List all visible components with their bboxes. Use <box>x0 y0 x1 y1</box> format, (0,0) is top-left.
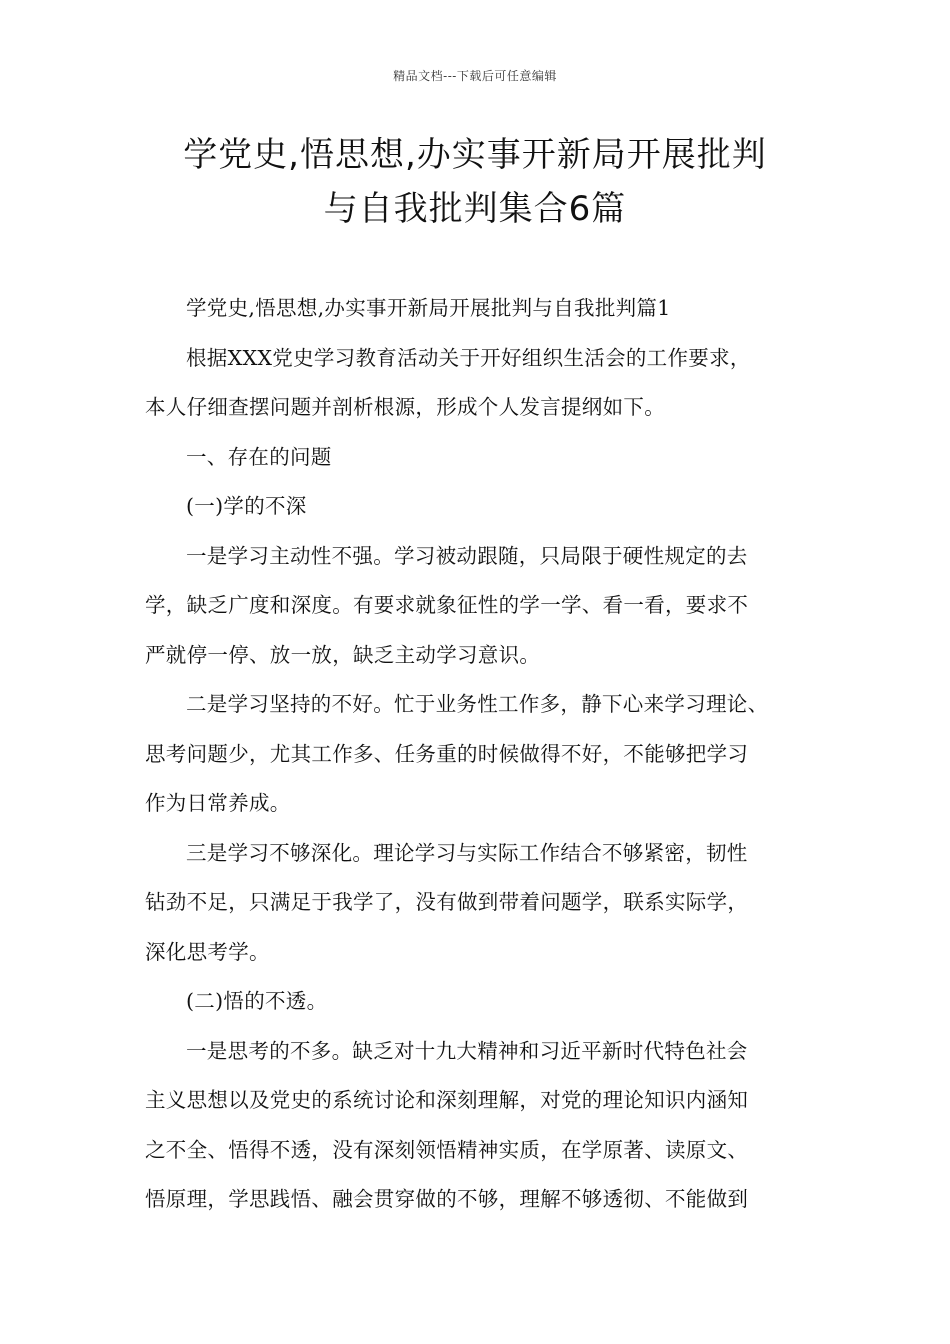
paragraph-line: (一)学的不深 <box>186 494 307 518</box>
document-title-line-2: 与自我批判集合6篇 <box>323 189 627 229</box>
body-paragraph <box>145 829 825 978</box>
paragraph-line: 二是学习坚持的不好。忙于业务性工作多，静下心来学习理论、 <box>186 692 769 716</box>
body-paragraph <box>145 1027 825 1225</box>
paragraph-line: 作为日常养成。 <box>145 791 291 815</box>
paragraph-line: 深化思考学。 <box>145 939 270 964</box>
body-paragraph <box>145 532 825 681</box>
paragraph-line: 思考问题少，尤其工作多、任务重的时候做得不好，不能够把学习 <box>145 741 749 766</box>
body-paragraph <box>145 977 825 1027</box>
paragraph-line: 一是思考的不多。缺乏对十九大精神和习近平新时代特色社会 <box>186 1038 748 1063</box>
paragraph-line: 一、存在的问题 <box>186 444 332 469</box>
paragraph-line: (二)悟的不透。 <box>186 989 328 1013</box>
body-paragraph <box>145 482 825 532</box>
document-title-line-1: 学党史,悟思想,办实事开新局开展批判 <box>183 135 767 175</box>
paragraph-line: 之不全、悟得不透，没有深刻领悟精神实质，在学原著、读原文、 <box>145 1137 749 1162</box>
paragraph-line: 主义思想以及党史的系统讨论和深刻理解，对党的理论知识内涵知 <box>145 1088 749 1112</box>
paragraph-line: 严就停一停、放一放，缺乏主动学习意识。 <box>145 642 541 667</box>
paragraph-line: 钻劲不足，只满足于我学了，没有做到带着问题学，联系实际学， <box>145 890 749 914</box>
document-body <box>145 284 825 1225</box>
body-paragraph <box>145 433 825 483</box>
body-paragraph <box>145 284 825 334</box>
paragraph-line: 本人仔细查摆问题并剖析根源，形成个人发言提纲如下。 <box>145 395 665 419</box>
paragraph-line: 三是学习不够深化。理论学习与实际工作结合不够紧密，韧性 <box>186 840 748 865</box>
body-paragraph <box>145 334 825 433</box>
page-header-note: 精品文档---下载后可任意编辑 <box>393 69 557 83</box>
paragraph-line: 学，缺乏广度和深度。有要求就象征性的学一学、看一看，要求不 <box>145 593 749 617</box>
paragraph-line: 悟原理，学思践悟、融会贯穿做的不够，理解不够透彻、不能做到 <box>145 1187 749 1211</box>
body-paragraph <box>145 680 825 829</box>
paragraph-line: 根据XXX党史学习教育活动关于开好组织生活会的工作要求， <box>186 345 751 370</box>
document-title <box>110 128 840 236</box>
paragraph-line: 学党史,悟思想,办实事开新局开展批判与自我批判篇1 <box>186 296 671 320</box>
paragraph-line: 一是学习主动性不强。学习被动跟随，只局限于硬性规定的去 <box>186 543 748 568</box>
